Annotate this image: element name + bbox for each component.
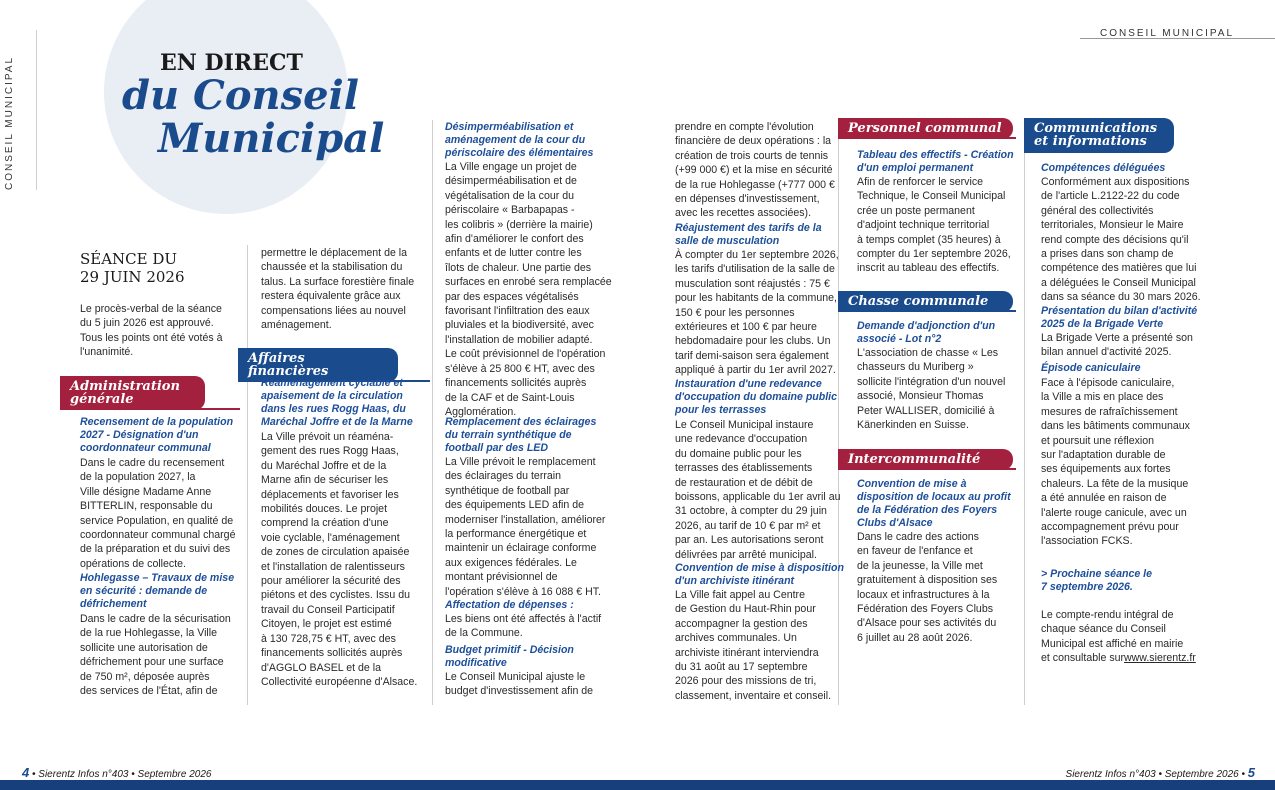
subheading: Réajustement des tarifs de la salle de musculation — [675, 222, 822, 247]
paragraph: Afin de renforcer le service Technique, le Conseil Municipal crée un poste permanent d'adjoint technique territorial à temps complet (35 heures) à compter du 1er septembre 2026, inscrit au tableau des effectifs. — [857, 176, 1011, 275]
paragraph: La Ville engage un projet de désimperméabilisation et de végétalisation de la cour du périscolaire « Barbapapas - les colibris » (derrière la mairie) afin d'améliorer le confort des enfants et de lutter contre les îlots de chaleur. Une partie des surfaces en enrobé sera remplacée par des espaces végétalisés favorisant l'infiltration des eaux pluviales et la biodiversité, avec l'installation de mobilier adapté. Le coût prévisionnel de l'opération s'élève à 25 800 € HT, avec des financements sollicités auprès de la CAF et de Saint-Louis Agglomération. — [445, 161, 612, 418]
paragraph: Dans le cadre des actions en faveur de l'enfance et de la jeunesse, la Ville met gratuitement à disposition ses locaux et infrastructures à la Fédération des Foyers Clubs d'Alsace pour ses activités du 6 juillet au 28 août 2026. — [857, 531, 998, 644]
footer-left — [22, 765, 211, 780]
footer-publication: • Sierentz Infos n°403 • Septembre 2026 — [32, 769, 212, 780]
paragraph: prendre en compte l'évolution financière de deux opérations : la création de trois courts de tennis (+99 000 €) et la mise en sécurité de la rue Hohlegasse (+777 000 € en dépenses d'investissement, avec les recettes associées). — [675, 121, 835, 220]
paragraph: La Ville prévoit le remplacement des éclairages du terrain synthétique de football par des équipements LED afin de moderniser l'installation, améliorer la performance énergétique et maintenir un éclairage conforme aux exigences fédérales. Le montant prévisionnel de l'opération s'élève à 16 088 € HT. — [445, 456, 606, 598]
subheading: Remplacement des éclairages du terrain synthétique de football par des LED — [445, 416, 597, 454]
section-intercommunalite: Intercommunalité — [838, 449, 1016, 470]
footer-bar — [0, 780, 1275, 790]
paragraph: Le compte-rendu intégral de chaque séance du Conseil Municipal est affiché en mairie et consultable sur — [1041, 609, 1184, 665]
section-administration: Administration générale — [60, 376, 240, 410]
subheading: Réaménagement cyclable et apaisement de la circulation dans les rues Rogg Haas, du Maréchal Joffre et de la Marne — [261, 377, 413, 428]
subheading: Présentation du bilan d'activité 2025 de la Brigade Verte — [1041, 305, 1198, 330]
paragraph: permettre le déplacement de la chaussée et la stabilisation du talus. La surface forestière finale restera équivalente grâce aux compensations liées au nouvel aménagement. — [261, 247, 415, 332]
section-chasse-communale: Chasse communale — [838, 291, 1016, 312]
footer-publication: Sierentz Infos n°403 • Septembre 2026 • — [1065, 769, 1245, 780]
side-title: CONSEIL MUNICIPAL — [4, 55, 15, 190]
paragraph: La Ville fait appel au Centre de Gestion du Haut-Rhin pour accompagner la gestion des archives communales. Un archiviste itinérant interviendra du 31 août au 17 septembre 2026 pour des missions de tri, classement, inventaire et conseil. — [675, 589, 832, 702]
subheading: Demande d'adjonction d'un associé - Lot n°2 — [857, 320, 996, 345]
paragraph: Face à l'épisode caniculaire, la Ville a mis en place des mesures de rafraîchissement dans les bâtiments communaux et poursuit une réflexion sur l'adaptation durable de ses équipements aux fortes chaleurs. La fête de la musique a été annulée en raison de l'alerte rouge canicule, avec un accompagnement prévu pour l'association FCKS. — [1041, 377, 1190, 548]
page-number: 4 — [22, 765, 30, 780]
section-communications: Communications et informations — [1024, 118, 1176, 153]
side-rule — [36, 30, 37, 190]
column-divider — [838, 120, 839, 705]
seance-title: SÉANCE DU 29 JUIN 2026 — [80, 250, 185, 286]
paragraph: À compter du 1er septembre 2026, les tarifs d'utilisation de la salle de musculation sont réajustés : 75 € pour les habitants de la commune, 150 € pour les personnes extérieures et 100 € par heure hebdomadaire pour les clubs. Un tarif demi-saison sera également appliqué à partir du 1er avril 2027. — [675, 249, 839, 377]
subheading: Désimperméabilisation et aménagement de la cour du périscolaire des élémentaires — [445, 121, 594, 159]
paragraph: La Brigade Verte a présenté son bilan annuel d'activité 2025. — [1041, 332, 1193, 359]
subheading: Budget primitif - Décision modificative — [445, 644, 574, 669]
website-link[interactable]: www.sierentz.fr — [1124, 652, 1196, 664]
paragraph: Le Conseil Municipal ajuste le budget d'investissement afin de — [445, 671, 594, 698]
paragraph: La Ville prévoit un réaména- gement des rues Rogg Haas, du Maréchal Joffre et de la Marne afin de sécuriser les déplacements et favoriser les mobilités douces. Le projet comprend la création d'une voie cyclable, l'aménagement de zones de circulation apaisée et l'installation de ralentisseurs pour améliorer la sécurité des piétons et des cyclistes. Issu du travail du Conseil Participatif Citoyen, le projet est estimé à 130 728,75 € HT, avec des financements sollicités auprès d'AGGLO BASEL et de la Collectivité européenne d'Alsace. — [261, 431, 418, 688]
paragraph: Dans le cadre du recensement de la population 2027, la Ville désigne Madame Anne BITTERLIN, responsable du service Population, en qualité de coordonnateur communal chargé de la préparation et du suivi des opérations de collecte. — [80, 457, 236, 570]
subheading: Hohlegasse – Travaux de mise en sécurité : demande de défrichement — [80, 572, 235, 610]
subheading: Recensement de la population 2027 - Désignation d'un coordonnateur communal — [80, 416, 234, 454]
column-divider — [432, 120, 433, 705]
paragraph: L'association de chasse « Les chasseurs du Muriberg » sollicite l'intégration d'un nouvel associé, Monsieur Thomas Peter WALLISER, domicilié à Känerkinden en Suisse. — [857, 347, 1006, 432]
hero-line-3: Municipal — [158, 115, 385, 162]
subheading: Tableau des effectifs - Création d'un emploi permanent — [857, 149, 1014, 174]
subheading: Affectation de dépenses : — [445, 599, 574, 611]
subheading: Instauration d'une redevance d'occupation du domaine public pour les terrasses — [675, 378, 838, 416]
next-session: > Prochaine séance le 7 septembre 2026. — [1041, 568, 1153, 593]
subheading: Convention de mise à disposition d'un archiviste itinérant — [675, 562, 844, 587]
seance-intro: Le procès-verbal de la séance du 5 juin 2026 est approuvé. Tous les points ont été votés à l'unanimité. — [80, 303, 223, 359]
footer-right — [1066, 765, 1255, 780]
section-affaires-financieres: Affaires financières — [238, 348, 430, 382]
paragraph: Conformément aux dispositions de l'article L.2122-22 du code général des collectivités territoriales, Monsieur le Maire rend compte des décisions qu'il a prises dans son champ de compétence des matières que lui a déléguées le Conseil Municipal dans sa séance du 30 mars 2026. — [1041, 176, 1201, 304]
page-number: 5 — [1247, 765, 1255, 780]
paragraph: Le Conseil Municipal instaure une redevance d'occupation du domaine public pour les terrasses des établissements de restauration et de débit de boissons, applicable du 1er avril au 31 octobre, à compter du 29 juin 2026, au tarif de 10 € par m² et par an. Les autorisations seront délivrées par arrêté municipal. — [675, 419, 841, 561]
paragraph: Dans le cadre de la sécurisation de la rue Hohlegasse, la Ville sollicite une autorisation de défrichement pour une surface de 750 m², déposée auprès des services de l'État, afin de — [80, 613, 231, 698]
subheading: Compétences déléguées — [1041, 162, 1166, 174]
hero-line-1: EN DIRECT — [160, 50, 303, 76]
column-divider — [247, 245, 248, 705]
subheading: Épisode caniculaire — [1041, 362, 1141, 374]
column-divider — [1024, 120, 1025, 705]
hero-line-2: du Conseil — [122, 72, 359, 119]
subheading: Convention de mise à disposition de locaux au profit de la Fédération des Foyers Clubs d'Alsace — [857, 478, 1011, 529]
top-header-title: CONSEIL MUNICIPAL — [1100, 28, 1235, 39]
section-personnel-communal: Personnel communal — [838, 118, 1016, 139]
paragraph: Les biens ont été affectés à l'actif de la Commune. — [445, 613, 602, 640]
